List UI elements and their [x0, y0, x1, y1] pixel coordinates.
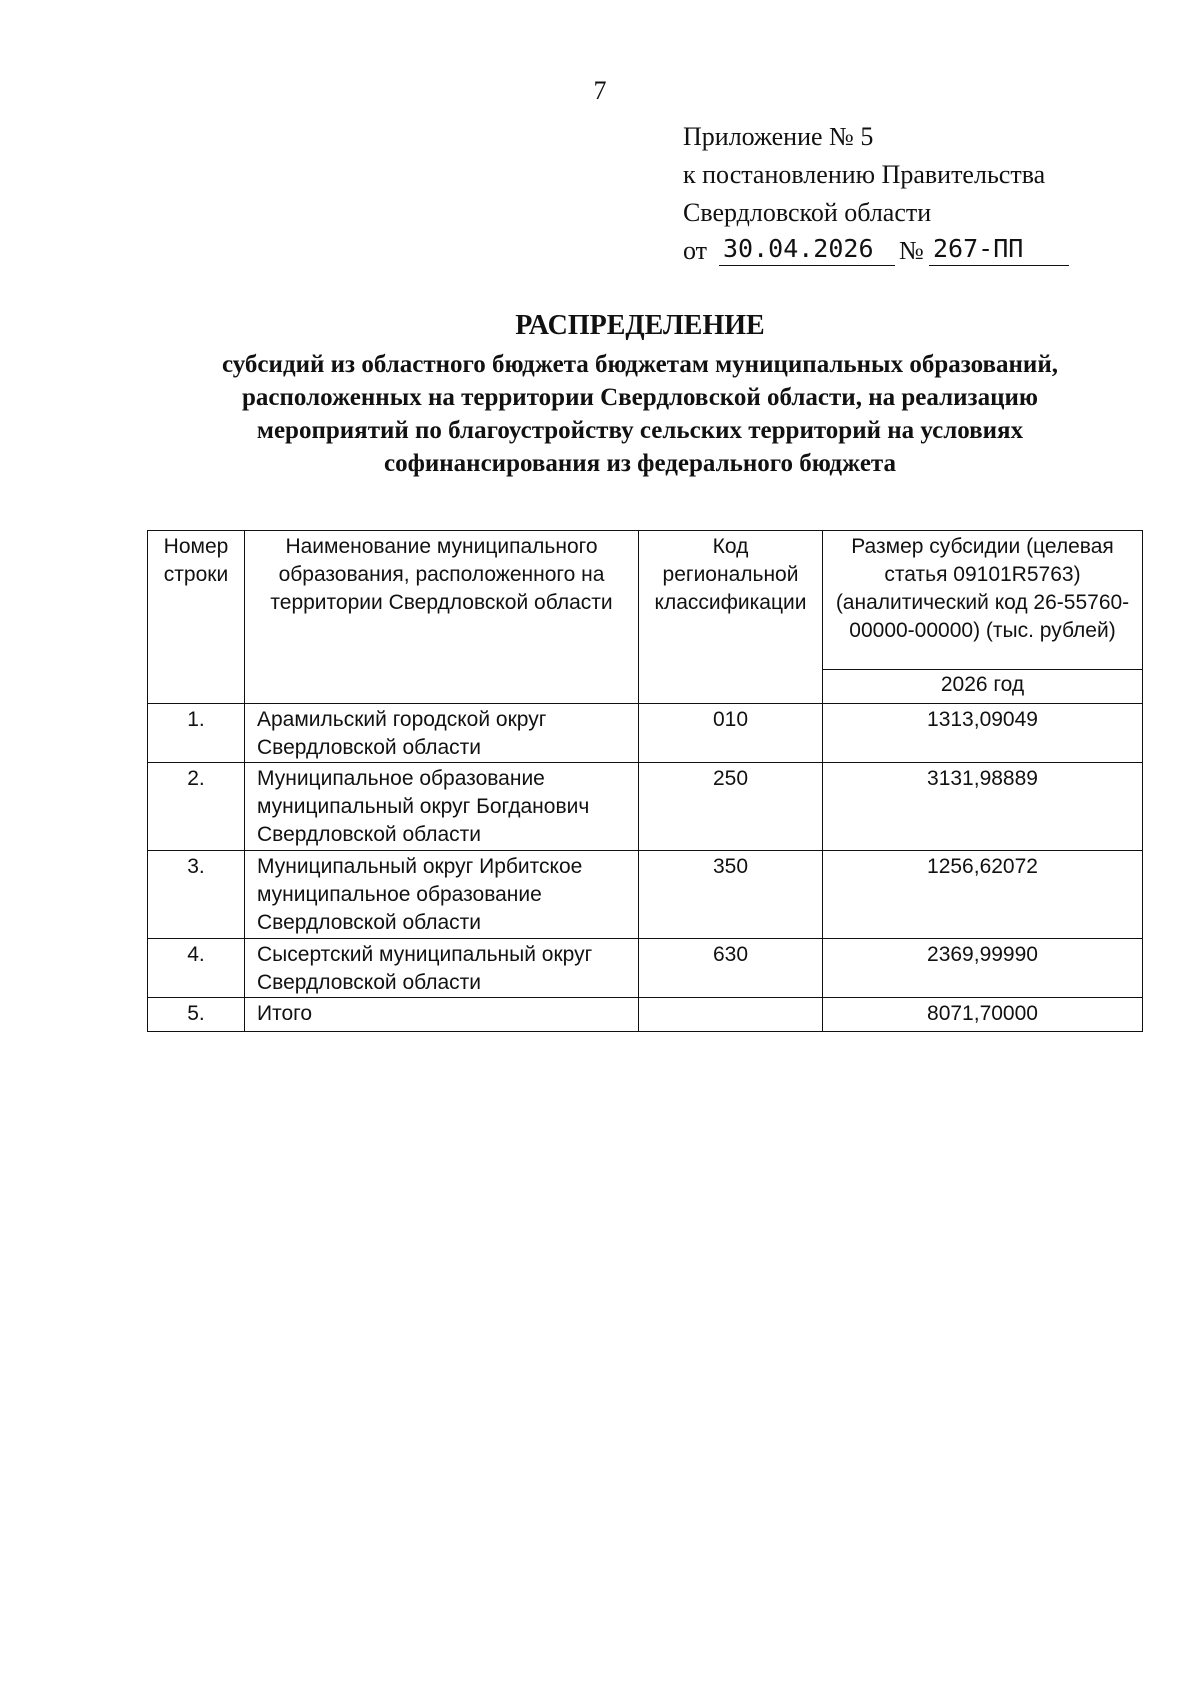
distribution-table — [147, 530, 1143, 1032]
municipality-name: Муниципальный округ Ирбитское муниципальное образование Свердловской области — [245, 851, 639, 939]
region-code: 630 — [639, 939, 823, 998]
municipality-name: Арамильский городской округ Свердловской области — [245, 704, 639, 763]
subsidy-amount: 3131,98889 — [823, 763, 1143, 851]
table-row-total — [148, 998, 1143, 1032]
document-subtitle: субсидий из областного бюджета бюджетам муниципальных образований, расположенных на территории Свердловской области, на реализацию мероприятий по благоустройству сельских территорий на условиях софинансирования из федерального бюджета — [222, 351, 1058, 477]
table-header — [148, 531, 1143, 704]
table-row — [148, 939, 1143, 998]
subsidy-amount: 1256,62072 — [823, 851, 1143, 939]
region-code — [639, 998, 823, 1032]
table-row — [148, 851, 1143, 939]
municipality-name: Итого — [245, 998, 639, 1032]
table-body — [148, 704, 1143, 1032]
page-number: 7 — [593, 76, 607, 105]
appendix-line-1: Приложение № 5 — [683, 122, 874, 151]
header-region-code: Код региональной классификации — [639, 531, 823, 704]
header-subsidy-amount: Размер субсидии (целевая статья 09101R5763) (аналитический код 26-55760-00000-00000) (тыс. рублей) — [823, 531, 1143, 670]
document-title: РАСПРЕДЕЛЕНИЕ — [515, 310, 765, 341]
row-number: 3. — [148, 851, 245, 939]
date-value: 30.04.2026 — [719, 232, 895, 266]
header-row-number: Номер строки — [148, 531, 245, 704]
header-municipality-name: Наименование муниципального образования, расположенного на территории Свердловской области — [245, 531, 639, 704]
municipality-name: Сысертский муниципальный округ Свердловской области — [245, 939, 639, 998]
appendix-date-line — [683, 232, 1045, 270]
row-number: 4. — [148, 939, 245, 998]
municipality-name: Муниципальное образование муниципальный округ Богданович Свердловской области — [245, 763, 639, 851]
table-row — [148, 704, 1143, 763]
date-label: от — [683, 236, 708, 265]
region-code: 010 — [639, 704, 823, 763]
appendix-block — [683, 118, 1045, 270]
region-code: 250 — [639, 763, 823, 851]
region-code: 350 — [639, 851, 823, 939]
subsidy-amount: 8071,70000 — [823, 998, 1143, 1032]
row-number: 2. — [148, 763, 245, 851]
appendix-line-3: Свердловской области — [683, 198, 932, 227]
table-row — [148, 763, 1143, 851]
appendix-line-2: к постановлению Правительства — [683, 160, 1046, 189]
subsidy-amount: 2369,99990 — [823, 939, 1143, 998]
title-block — [80, 306, 1200, 480]
row-number: 1. — [148, 704, 245, 763]
row-number: 5. — [148, 998, 245, 1032]
subsidy-amount: 1313,09049 — [823, 704, 1143, 763]
header-row — [148, 531, 1143, 670]
number-label: № — [899, 236, 924, 265]
number-value: 267-ПП — [929, 232, 1069, 266]
header-year: 2026 год — [823, 670, 1143, 704]
